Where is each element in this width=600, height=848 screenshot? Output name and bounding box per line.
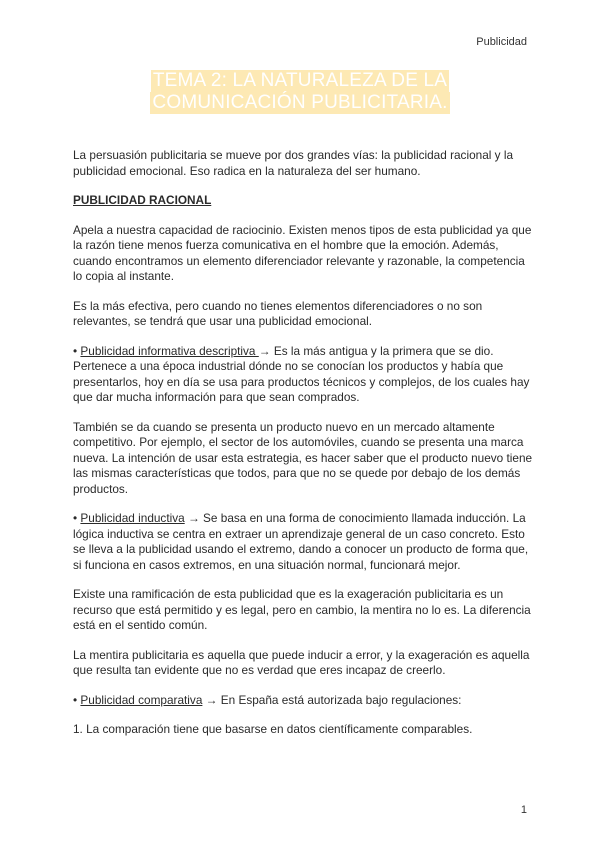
section-heading: PUBLICIDAD RACIONAL [73,193,212,207]
intro-paragraph: La persuasión publicitaria se mueve por dos grandes vías: la publicidad racional y la publicidad emocional. Eso radica en la naturaleza del ser humano. [73,148,514,178]
page-number: 1 [520,804,527,816]
paragraph: Apela a nuestra capacidad de raciocinio. Existen menos tipos de esta publicidad ya que la razón tiene menos fuerza comunicativa en el hombre que la emoción. Además, cuando encontramos un elemento diferenciador relevante y razonable, la competencia lo copia al instante. [73,222,532,283]
page-header: Publicidad [476,36,527,48]
bullet-text: Es la más antigua y la primera que se dio. Pertenece a una época industrial dónde no se conocían los productos y había que presentarlos, hoy en día se usa para productos técnicos y complejos, de los cuales hay que dar mucha información para que sean comprados. [73,343,530,404]
paragraph: Existe una ramificación de esta publicidad que es la exageración publicitaria es un recurso que está permitido y es legal, pero en cambio, la mentira no lo es. La diferencia está en el sentido común. [73,587,531,632]
arrow-glyph: → [258,343,271,358]
bullet-term: Publicidad inductiva [80,511,185,525]
paragraph: 1. La comparación tiene que basarse en datos científicamente comparables. [73,722,473,736]
arrow-glyph: → [205,692,218,707]
bullet-term: Publicidad comparativa [80,692,203,707]
bullet-text: Se basa en una forma de conocimiento llamada inducción. La lógica inductiva se centra en extraer un aprendizaje general de un caso concreto. Esto se lleva a la publicidad usando el extremo, dando a conocer un producto de forma que, si funciona en casos extremos, en una situación normal, funcionará mejor. [73,511,529,572]
bullet-item [73,693,533,709]
title-line-1: TEMA 2: LA NATURALEZA DE LA [152,70,448,91]
page-title [0,70,600,114]
bullet-text: En España está autorizada bajo regulaciones: [217,692,462,707]
title-line-2: COMUNICACIÓN PUBLICITARIA. [152,92,448,113]
bullet-marker: • [73,343,78,358]
paragraph: La mentira publicitaria es aquella que puede inducir a error, y la exageración es aquella que resulta tan evidente que no es verdad que eres incapaz de creerlo. [73,647,530,677]
bullet-marker: • [73,511,78,525]
bullet-item [73,344,533,406]
document-body [73,148,533,752]
paragraph: Es la más efectiva, pero cuando no tienes elementos diferenciadores o no son relevantes, se tendrá que usar una publicidad emocional. [73,298,483,328]
bullet-marker: • [73,692,78,707]
paragraph: También se da cuando se presenta un producto nuevo en un mercado altamente competitivo. Por ejemplo, el sector de los automóviles, cuando se presenta una marca nueva. La intención de usar esta estrategia, es hacer saber que el producto nuevo tiene las mismas características que todos, para que no se quede por debajo de los demás productos. [73,419,533,496]
arrow-glyph: → [187,511,200,525]
bullet-item [73,511,533,573]
bullet-term: Publicidad informativa descriptiva [80,343,259,358]
